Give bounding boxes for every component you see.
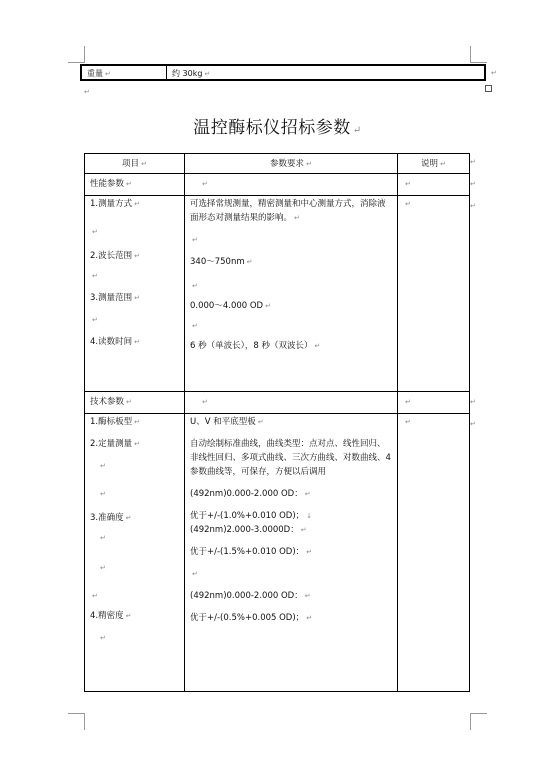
section-label-technical: 技术参数 ↵ — [85, 392, 185, 414]
list-item: (492nm)0.000-2.000 OD： ↵ — [190, 489, 311, 499]
weight-label: 重量 — [87, 69, 103, 78]
section-label-performance: 性能参数 ↵ — [85, 174, 185, 196]
table-row-technical: 1.酶标板型 ↵ 2.定量测量 ↵ ↵ ↵ 3.准确度 ↵ ↵ ↵ ↵ 4.精密度 ↵ ↵ U、V 和平底型板 ↵ 自动绘制标准曲线，曲线类型：点对点、线性回归、非线性回归、多项式曲线、三次方曲线、对数曲线、4 参数曲线等，可保存，方便以后调用 (492nm)0.000-2.000 OD： ↵ 优于+/-(1.0%+0.010 OD)； ↓ (492nm)2.000-3.0000D： ↵ 优于+/-(1.5%+0.010 OD)： ↵ ↵ (492nm)0.000-2.000 OD： ↵ 优于+/-(0.5%+0.005 OD)； ↵ ↵ — [85, 414, 470, 692]
table-resize-handle[interactable] — [485, 85, 492, 92]
spec-table — [84, 153, 470, 692]
list-item: 6 秒（单波长），8 秒（双波长） ↵ — [190, 341, 321, 351]
row-end-mark: ↵ — [470, 398, 476, 406]
list-item: 4.读数时间 ↵ — [90, 337, 140, 347]
technical-reqs-cell: U、V 和平底型板 ↵ 自动绘制标准曲线，曲线类型：点对点、线性回归、非线性回归、多项式曲线、三次方曲线、对数曲线、4 参数曲线等，可保存，方便以后调用 (492nm)0.000-2.000 OD： ↵ 优于+/-(1.0%+0.010 OD)； ↓ (492nm)2.000-3.0000D： ↵ 优于+/-(1.5%+0.010 OD)： ↵ ↵ (492nm)0.000-2.000 OD： ↵ 优于+/-(0.5%+0.005 OD)； ↵ — [185, 414, 398, 692]
list-item: (492nm)0.000-2.000 OD： ↵ — [190, 591, 311, 601]
section-row-performance: 性能参数 ↵ ↵ ↵ — [85, 174, 470, 196]
table-row-performance: 1.测量方式 ↵ ↵ 2.波长范围 ↵ ↵ 3.测量范围 ↵ ↵ 4.读数时间 ↵ 可选择常规测量，精密测量和中心测量方式，消除液面形态对测量结果的影响。 ↵ ↵ 340～750nm ↵ ↵ 0.000～4.000 OD ↵ ↵ 6 秒（单波长），8 秒（双波长） ↵ ↵ — [85, 196, 470, 392]
weight-value: 约 30kg — [172, 69, 203, 78]
header-requirement: 参数要求 ↵ — [185, 154, 398, 174]
performance-items-cell: 1.测量方式 ↵ ↵ 2.波长范围 ↵ ↵ 3.测量范围 ↵ ↵ 4.读数时间 ↵ — [85, 196, 185, 392]
row-end-mark: ↵ — [470, 180, 476, 188]
page-corner-mark-bottom-left — [68, 713, 85, 730]
header-item: 项目 ↵ — [85, 154, 185, 174]
row-end-mark: ↵ — [491, 69, 497, 77]
list-item: 优于+/-(1.0%+0.010 OD)； ↓ — [190, 511, 313, 521]
list-item: 1.酶标板型 ↵ — [90, 417, 140, 427]
list-item: (492nm)2.000-3.0000D： ↵ — [190, 525, 307, 535]
list-item: 3.测量范围 ↵ — [90, 293, 140, 303]
list-item: 2.定量测量 ↵ — [90, 439, 140, 449]
list-item: 可选择常规测量，精密测量和中心测量方式，消除液面形态对测量结果的影响。 ↵ — [190, 199, 386, 223]
list-item: 优于+/-(1.5%+0.010 OD)： ↵ — [190, 547, 313, 557]
list-item: 优于+/-(0.5%+0.005 OD)； ↵ — [190, 613, 313, 623]
page-corner-mark-top-right — [470, 46, 487, 63]
document-title: 温控酶标仪招标参数 ↵ — [193, 118, 362, 138]
table-header-row — [85, 154, 470, 174]
list-item: 340～750nm ↵ — [190, 257, 253, 267]
header-note: 说明 ↵ — [398, 154, 470, 174]
paragraph-mark: ↵ — [84, 88, 90, 96]
page-corner-mark-bottom-right — [470, 713, 487, 730]
row-end-mark: ↵ — [470, 202, 476, 210]
page-corner-mark-top-left — [68, 46, 85, 63]
weight-label-cell: 重量 ↵ — [82, 66, 167, 79]
list-item: 2.波长范围 ↵ — [90, 251, 140, 261]
row-end-mark: ↵ — [470, 420, 476, 428]
weight-table — [80, 64, 486, 81]
list-item: 4.精密度 ↵ — [90, 611, 132, 621]
list-item: 1.测量方式 ↵ — [90, 199, 140, 209]
row-end-mark: ↵ — [470, 158, 476, 166]
list-item: 0.000～4.000 OD ↵ — [190, 301, 271, 311]
weight-value-cell: 约 30kg ↵ — [172, 69, 211, 78]
list-item: 3.准确度 ↵ — [90, 513, 132, 523]
performance-reqs-cell: 可选择常规测量，精密测量和中心测量方式，消除液面形态对测量结果的影响。 ↵ ↵ 340～750nm ↵ ↵ 0.000～4.000 OD ↵ ↵ 6 秒（单波长），8 秒（双波长） ↵ — [185, 196, 398, 392]
technical-items-cell: 1.酶标板型 ↵ 2.定量测量 ↵ ↵ ↵ 3.准确度 ↵ ↵ ↵ ↵ 4.精密度 ↵ ↵ — [85, 414, 185, 692]
section-row-technical: 技术参数 ↵ ↵ ↵ — [85, 392, 470, 414]
list-item: U、V 和平底型板 ↵ — [190, 417, 264, 427]
list-item: 自动绘制标准曲线，曲线类型：点对点、线性回归、非线性回归、多项式曲线、三次方曲线、对数曲线、4 参数曲线等，可保存，方便以后调用 — [190, 439, 391, 477]
